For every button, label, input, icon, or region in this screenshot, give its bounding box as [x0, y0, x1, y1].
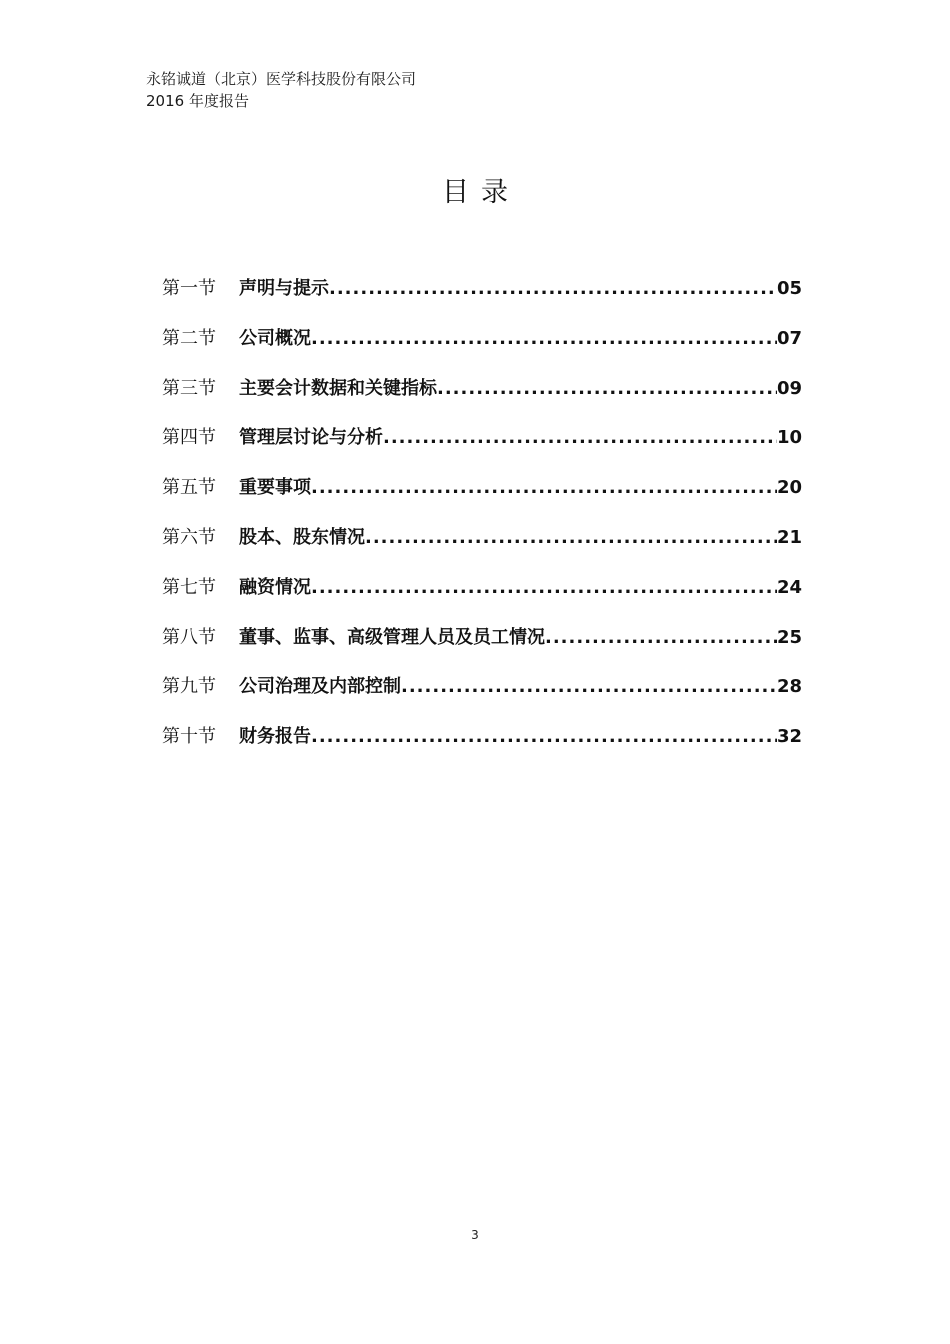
toc-entry[interactable]	[162, 473, 802, 523]
toc-page-number: 21	[776, 526, 802, 548]
toc-page-number: 32	[776, 726, 802, 748]
toc-page-number: 10	[776, 427, 802, 449]
toc-section-number: 第九节	[162, 676, 216, 698]
page-number: 3	[471, 1228, 479, 1242]
toc-leader-dots	[437, 378, 777, 399]
toc-leader-dots	[383, 427, 777, 448]
toc-entry[interactable]	[162, 672, 802, 722]
toc-page-number: 09	[776, 377, 802, 399]
page-header	[146, 68, 416, 112]
toc-section-title: 融资情况	[239, 576, 311, 598]
toc-section-number: 第六节	[162, 526, 216, 548]
toc-section-title: 股本、股东情况	[239, 526, 365, 548]
toc-entry[interactable]	[162, 374, 802, 424]
toc-section-number: 第七节	[162, 576, 216, 598]
toc-section-title: 重要事项	[239, 477, 311, 499]
toc-section-title: 公司治理及内部控制	[239, 676, 401, 698]
toc-section-title: 财务报告	[239, 726, 311, 748]
toc-section-number: 第二节	[162, 327, 216, 349]
toc-entry[interactable]	[162, 623, 802, 673]
company-name: 永铭诚道（北京）医学科技股份有限公司	[146, 70, 417, 88]
toc-section-number: 第五节	[162, 477, 216, 499]
toc-page-number: 05	[776, 278, 802, 299]
toc-leader-dots	[311, 477, 777, 498]
toc-section-number: 第三节	[162, 377, 216, 399]
toc-entry[interactable]	[162, 523, 802, 573]
toc-leader-dots	[311, 577, 777, 598]
toc-page-number: 24	[776, 576, 802, 598]
toc-entry[interactable]	[162, 573, 802, 623]
report-year: 2016 年度报告	[146, 92, 249, 110]
toc-page-number: 20	[776, 477, 802, 499]
toc-leader-dots	[311, 726, 777, 747]
toc-page-number: 28	[776, 676, 802, 698]
toc-leader-dots	[329, 278, 777, 299]
toc-entry[interactable]	[162, 274, 802, 324]
toc-section-number: 第一节	[162, 278, 216, 299]
table-of-contents	[162, 274, 802, 772]
toc-leader-dots	[365, 527, 777, 548]
toc-page-number: 07	[776, 327, 802, 349]
toc-section-number: 第四节	[162, 427, 216, 449]
toc-section-title: 管理层讨论与分析	[239, 427, 383, 449]
toc-section-title: 声明与提示	[239, 278, 329, 299]
toc-section-title: 主要会计数据和关键指标	[239, 377, 437, 399]
toc-page-number: 25	[776, 626, 802, 648]
toc-leader-dots	[401, 676, 777, 697]
toc-leader-dots	[311, 328, 777, 349]
toc-entry[interactable]	[162, 423, 802, 473]
toc-section-title: 董事、监事、高级管理人员及员工情况	[239, 626, 545, 648]
toc-section-title: 公司概况	[239, 327, 311, 349]
toc-heading: 目录	[442, 177, 520, 208]
toc-leader-dots	[545, 627, 777, 648]
toc-entry[interactable]	[162, 722, 802, 772]
toc-section-number: 第八节	[162, 626, 216, 648]
toc-section-number: 第十节	[162, 726, 216, 748]
toc-entry[interactable]	[162, 324, 802, 374]
